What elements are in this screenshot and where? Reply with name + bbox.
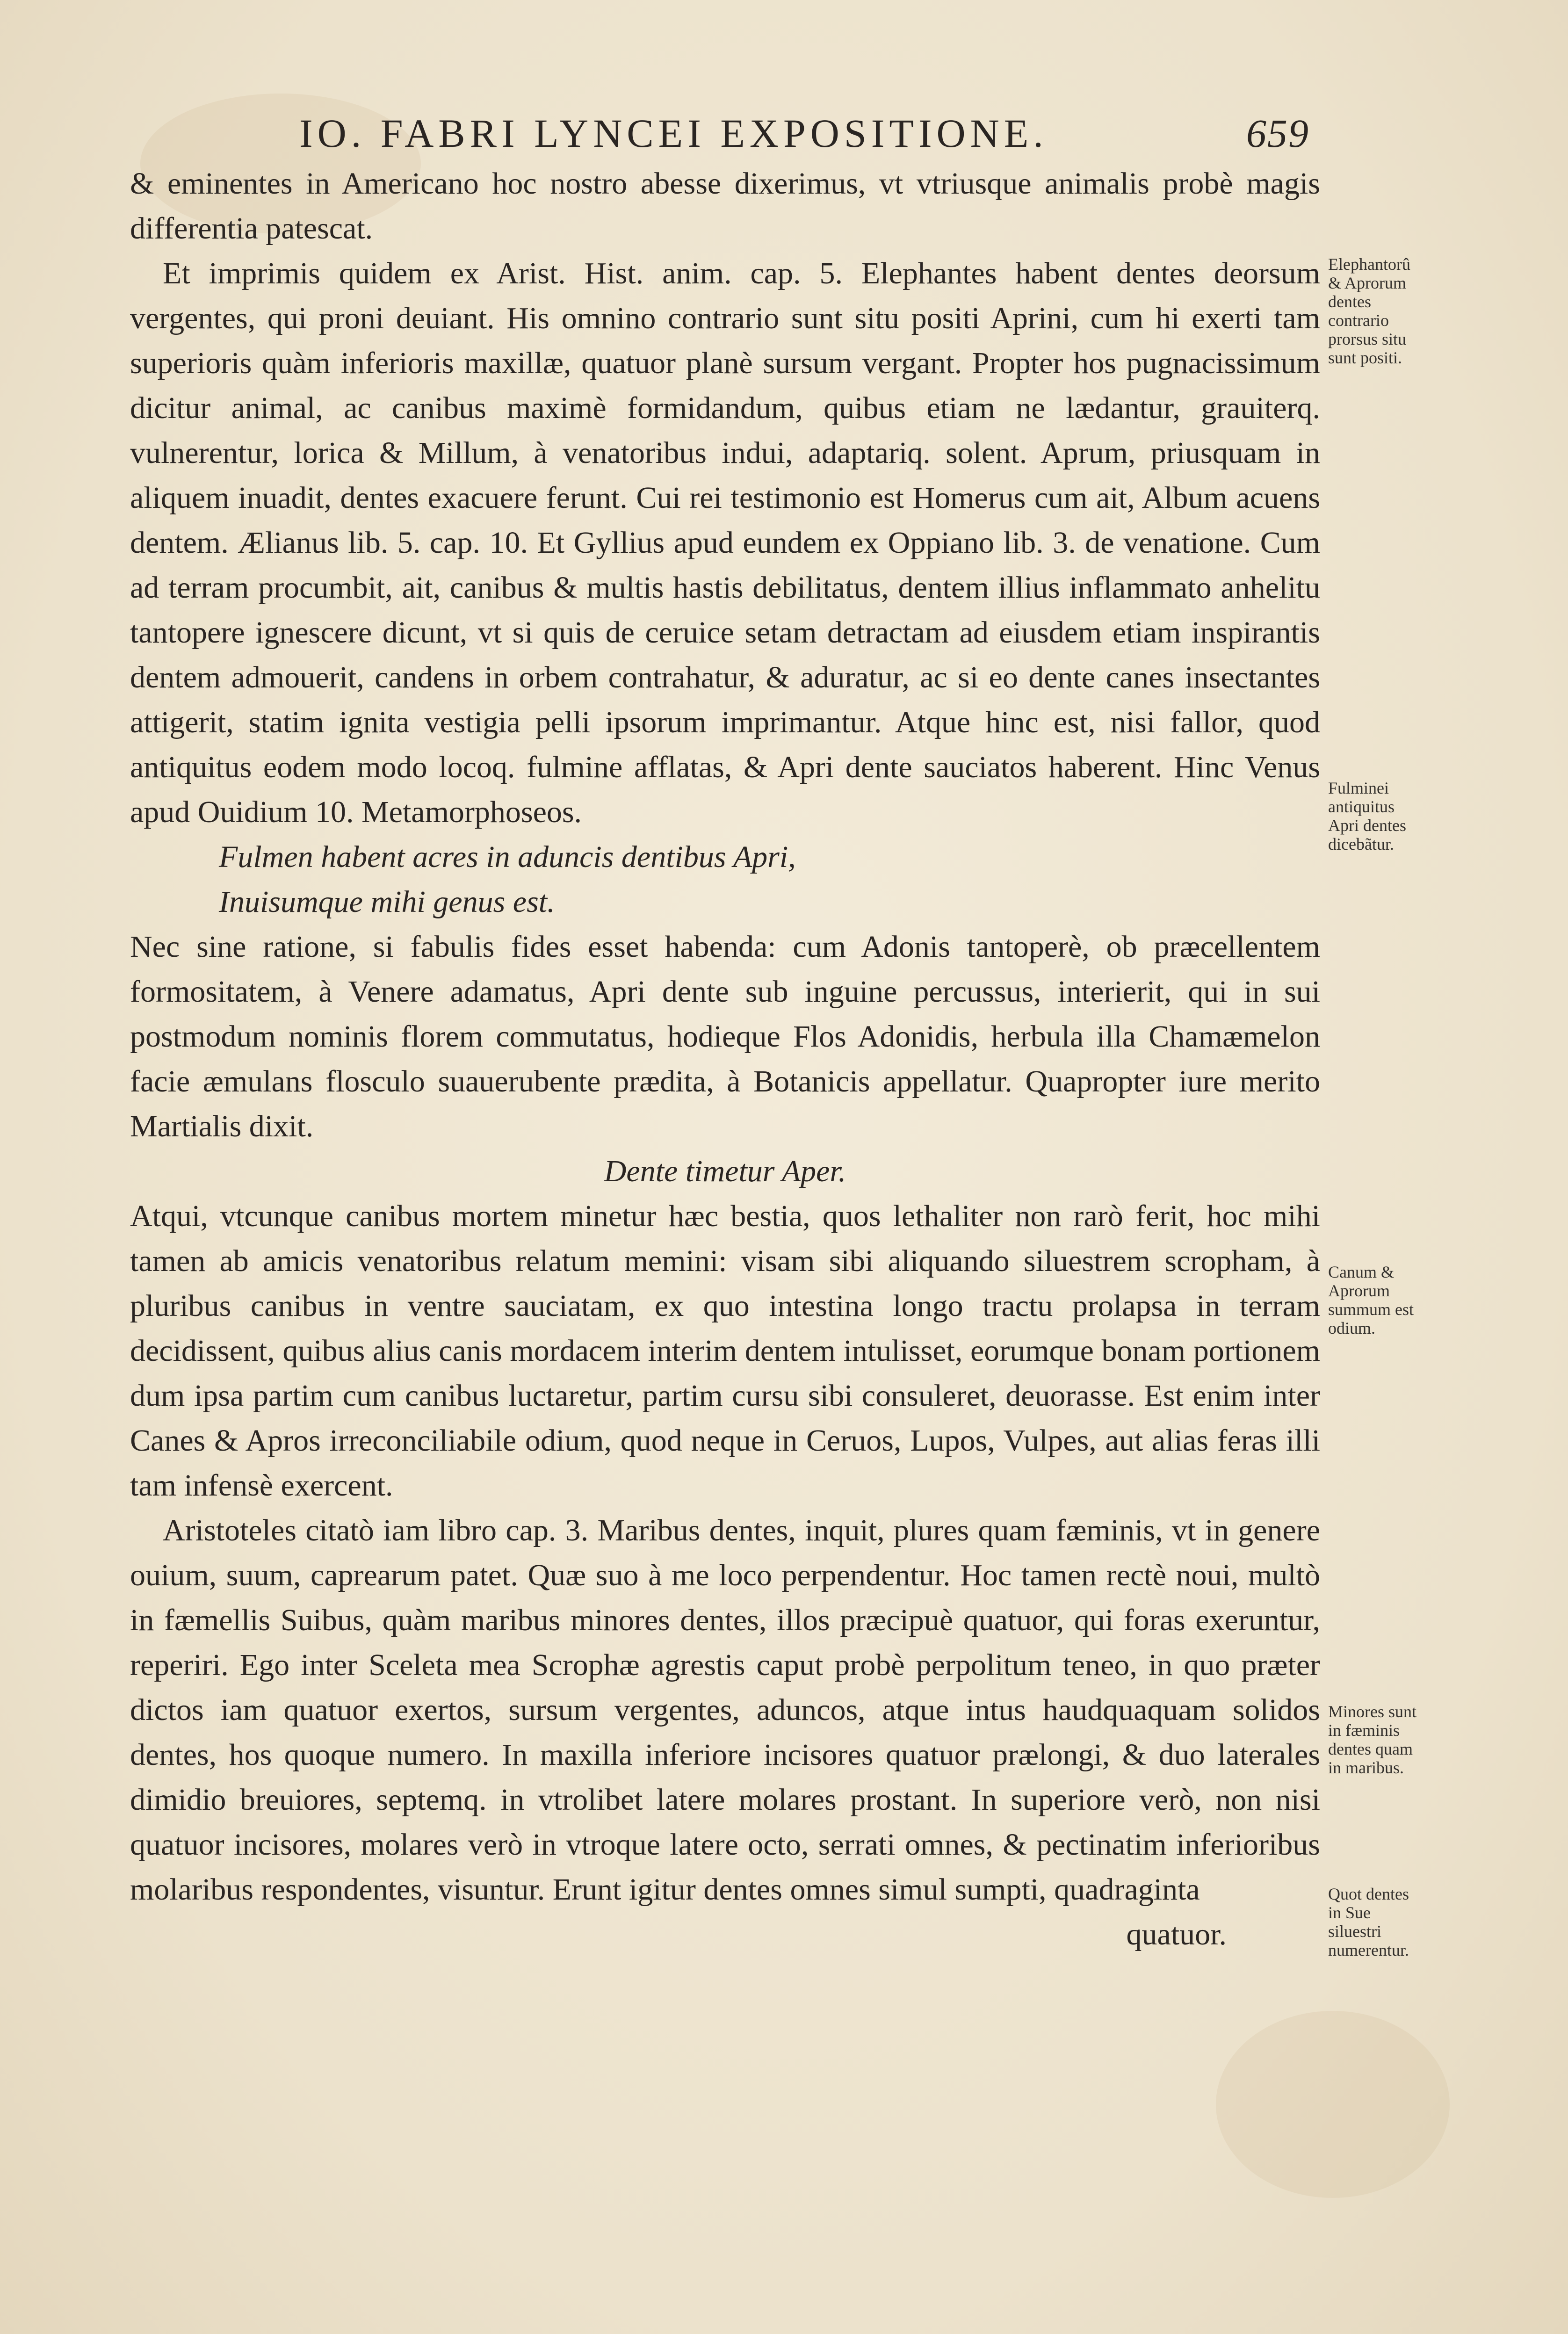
paragraph: Aristoteles citatò iam libro cap. 3. Maribus dentes, inquit, plures quam fæminis, vt in genere ouium, suum, caprearum patet. Quæ suo à me loco perpendentur. Hoc tamen rectè noui, multò in fæmellis Suibus, quàm maribus minores dentes, illos præcipuè quatuor, qui foras exeruntur, reperiri. Ego inter Sceleta mea Scrophæ agrestis caput probè perpolitum teneo, in quo præter dictos iam quatuor exertos, sursum vergentes, aduncos, atque intus haudquaquam solidos dentes, hos quoque numero. In maxilla inferiore incisores quatuor prælongi, & duo laterales dimidio breuiores, septemq. in vtrolibet latere molares prostant. In superiore verò, non nisi quatuor incisores, molares verò in vtroque latere octo, serrati omnes, & pectinatim inferioribus molaribus respondentes, visuntur. Erunt igitur dentes omnes simul sumpti, quadraginta <box>130 1513 1320 1907</box>
margin-note: Canum & Aprorum summum est odium. <box>1328 1263 1414 1337</box>
margin-note: Minores sunt in fæminis dentes quam in maribus. <box>1328 1702 1416 1777</box>
paragraph: Et imprimis quidem ex Arist. Hist. anim. cap. 5. Elephantes habent dentes deorsum vergentes, qui proni deuiant. His omnino contrario sunt situ positi Aprini, cum hi exerti tam superioris quàm inferioris maxillæ, quatuor planè sursum vergant. Propter hos pugnacissimum dicitur animal, ac canibus maximè formidandum, quibus etiam ne lædantur, grauiterq. vulnerentur, lorica & Millum, à venatoribus indui, adaptariq. solent. Aprum, priusquam in aliquem inuadit, dentes exacuere ferunt. Cui rei testimonio est Homerus cum ait, Album acuens dentem. Ælianus lib. 5. cap. 10. Et Gyllius apud eundem ex Oppiano lib. 3. de venatione. Cum ad terram procumbit, ait, canibus & multis hastis debilitatus, dentem illius inflammato anhelitu tantopere ignescere dicunt, vt si quis de ceruice setam detractam ad eiusdem etiam inspirantis dentem admouerit, candens in orbem contrahatur, & aduratur, ac si eo dente canes insectantes attigerit, statim ignita vestigia pelli ipsorum imprimantur. Atque hinc est, nisi fallor, quod antiquitus eodem modo locoq. fulmine afflatas, & Apri dente sauciatos haberent. Hinc Venus apud Ouidium 10. Metamorphoseos. <box>130 256 1320 829</box>
page-number: 659 <box>1246 111 1309 156</box>
verse-line: Fulmen habent acres in aduncis dentibus Apri, <box>219 840 796 874</box>
paragraph: Atqui, vtcunque canibus mortem minetur hæc bestia, quos lethaliter non rarò ferit, hoc mihi tamen ab amicis venatoribus relatum memini: visam sibi aliquando siluestrem scropham, à pluribus canibus in ventre sauciatam, ex quo intestina longo tractu prolapsa in terram decidissent, quibus alius canis mordacem interim dentem intulisset, eorumque bonam portionem dum ipsa partim cum canibus luctaretur, partim cursu sibi consuleret, deuorasse. Est enim inter Canes & Apros irreconciliabile odium, quod neque in Ceruos, Lupos, Vulpes, aut alias feras illi tam infensè exercent. <box>130 1199 1320 1503</box>
margin-note: Quot dentes in Sue siluestri numerentur. <box>1328 1885 1409 1959</box>
margin-note: Fulminei antiquitus Apri dentes dicebãtur. <box>1328 779 1406 853</box>
verse-line: Inuisumque mihi genus est. <box>219 885 555 919</box>
paper-stain <box>1216 2011 1450 2198</box>
paragraph: Nec sine ratione, si fabulis fides esset habenda: cum Adonis tantoperè, ob præcellentem formositatem, à Venere adamatus, Apri dente sub inguine percussus, interierit, qui in sui postmodum nominis florem commutatus, hodieque Flos Adonidis, herbula illa Chamæmelon facie æmulans flosculo suauerubente prædita, à Botanicis appellatur. Quapropter iure merito Martialis dixit. <box>130 930 1320 1143</box>
main-text <box>130 161 1320 1957</box>
running-title: IO. FABRI LYNCEI EXPOSITIONE. <box>299 111 1048 156</box>
catchword: quatuor. <box>1126 1917 1227 1951</box>
running-head <box>299 105 1337 161</box>
paragraph: & eminentes in Americano hoc nostro abesse dixerimus, vt vtriusque animalis probè magis differentia patescat. <box>130 166 1320 246</box>
margin-note: Elephantorû & Aprorum dentes contrario prorsus situ sunt positi. <box>1328 255 1410 367</box>
quote-line: Dente timetur Aper. <box>604 1154 846 1188</box>
